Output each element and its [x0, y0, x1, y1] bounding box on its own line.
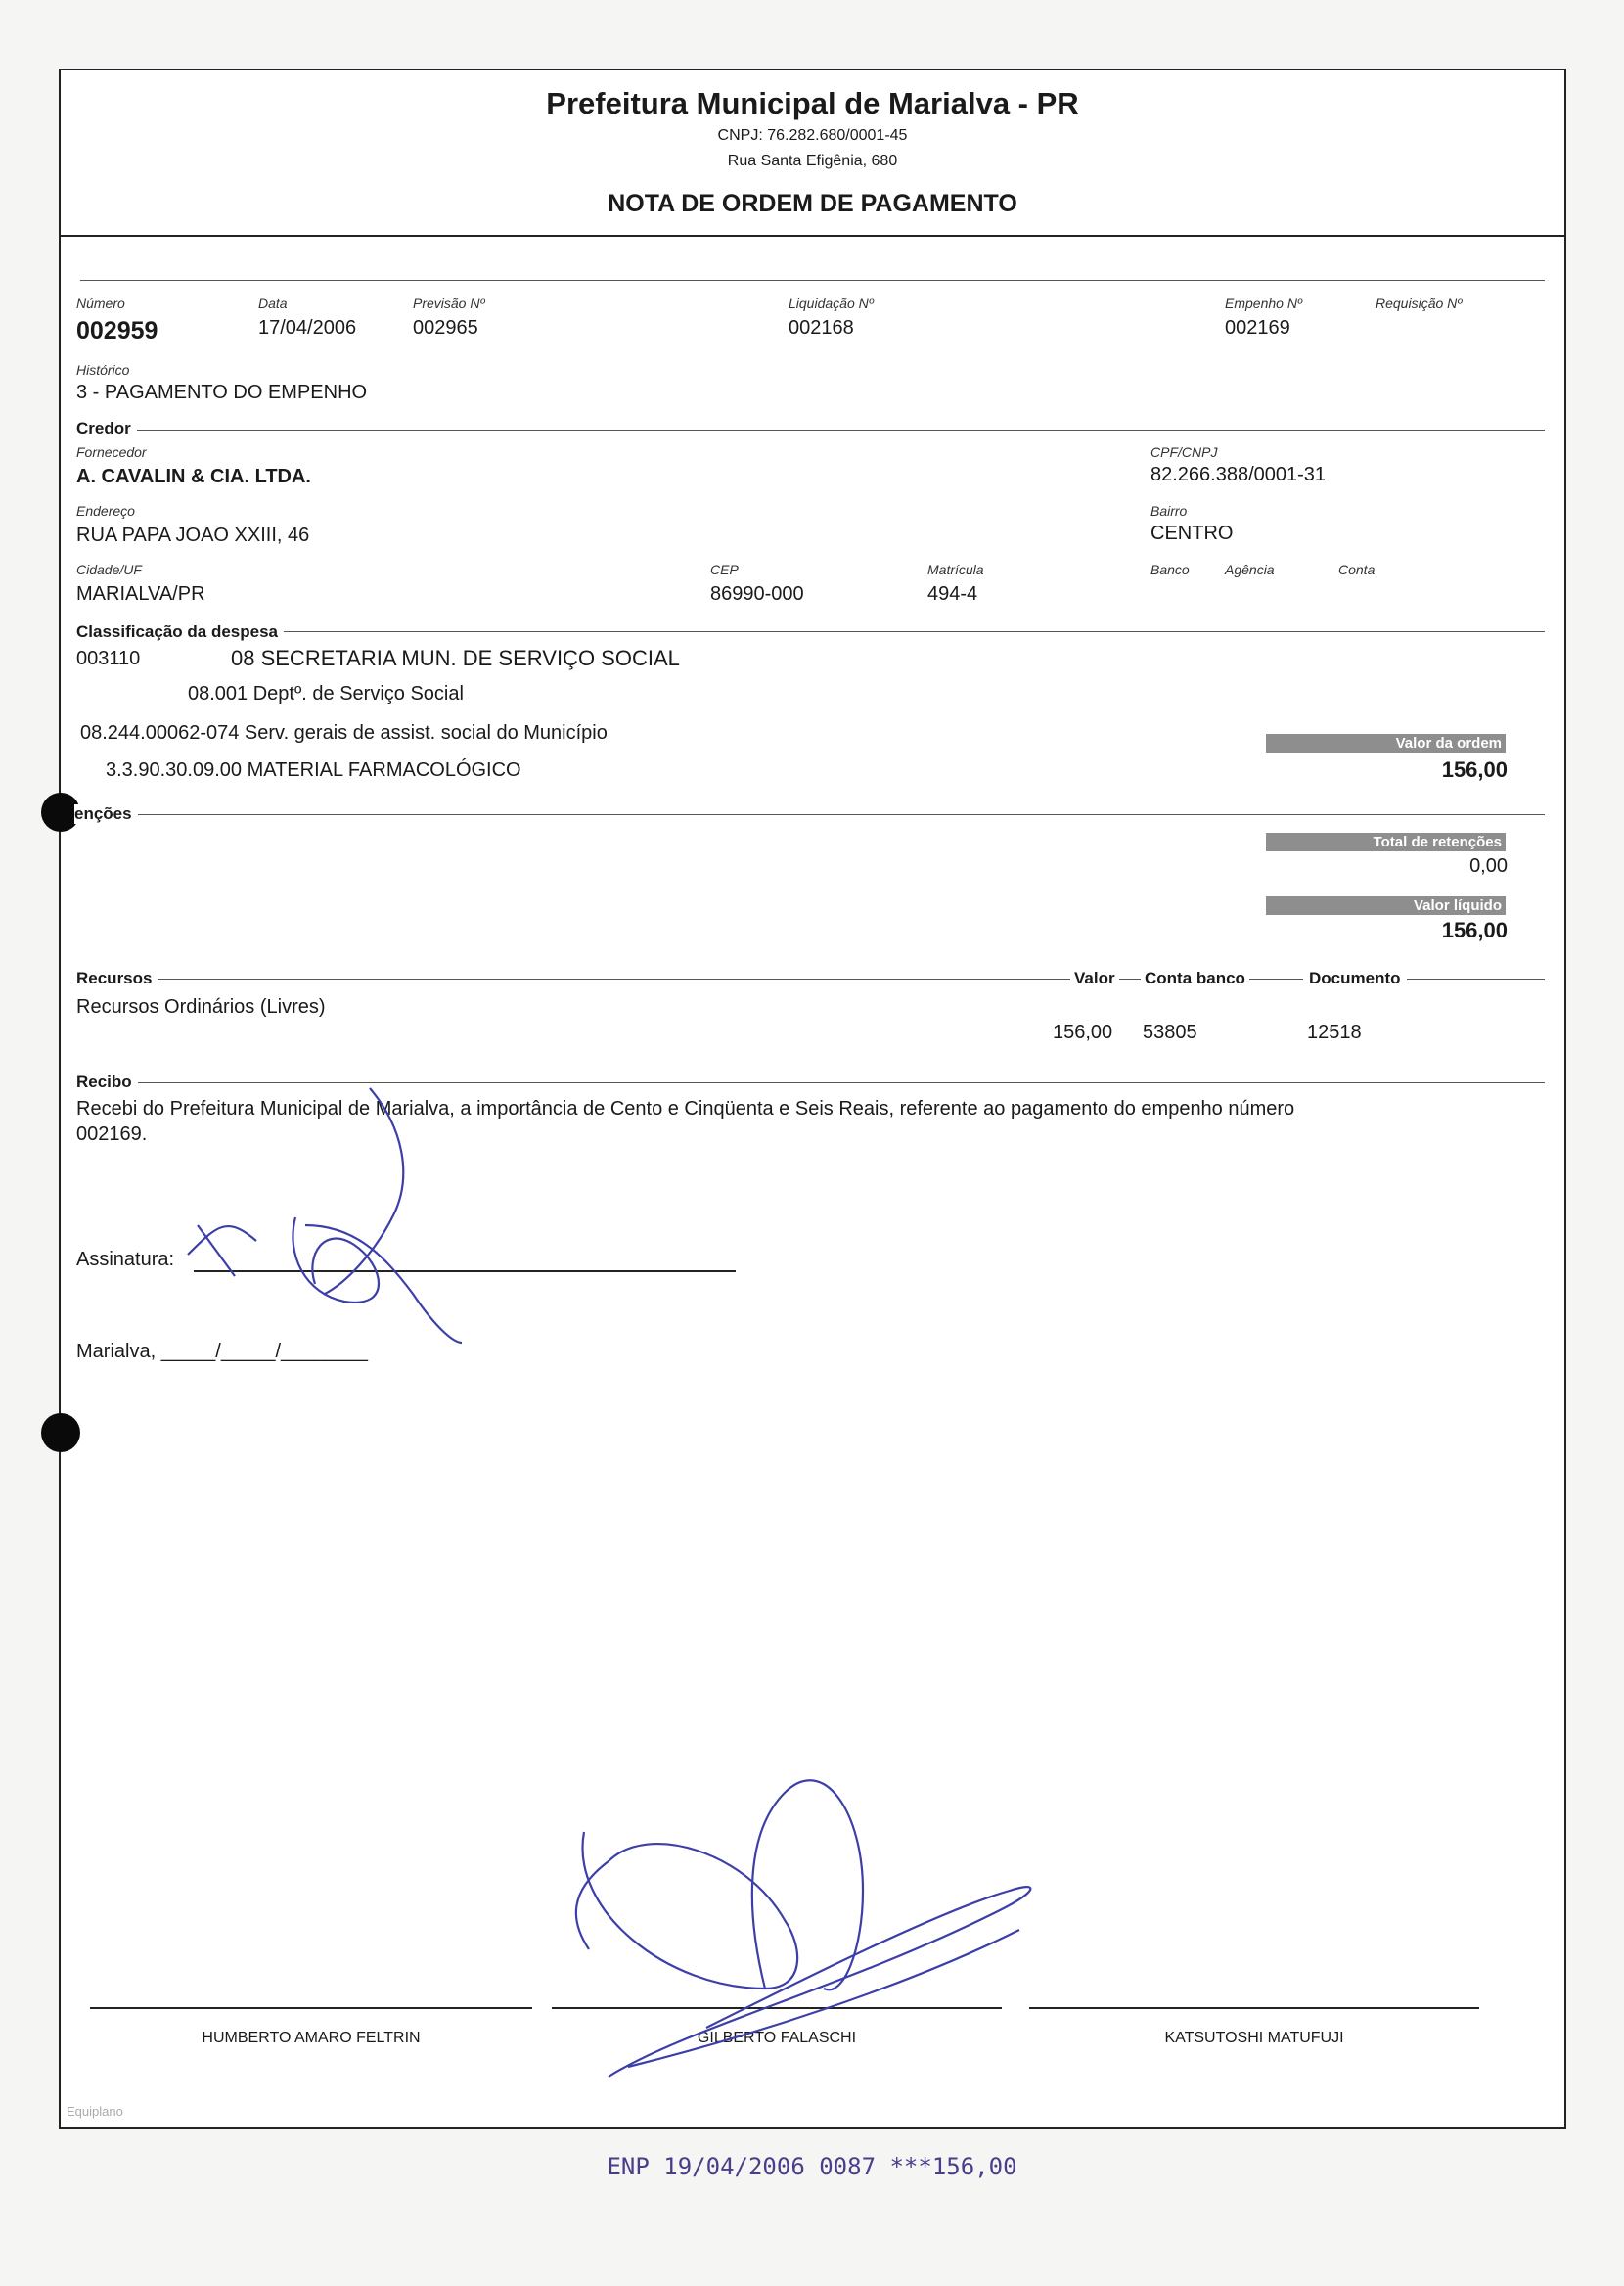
cpf-label: CPF/CNPJ: [1150, 444, 1218, 460]
recursos-section-title: Recursos: [76, 969, 158, 988]
data-label: Data: [258, 296, 288, 311]
recursos-conta: 53805: [1143, 1022, 1197, 1043]
signatory-3: KATSUTOSHI MATUFUJI: [1164, 2030, 1344, 2046]
cep-label: CEP: [710, 562, 739, 577]
agencia-label: Agência: [1225, 562, 1275, 577]
previsao-value: 002965: [413, 317, 478, 339]
document-title: NOTA DE ORDEM DE PAGAMENTO: [608, 190, 1017, 217]
programa-text: 08.244.00062-074 Serv. gerais de assist. social do Município: [80, 722, 608, 744]
endereco-value: RUA PAPA JOAO XXIII, 46: [76, 525, 310, 546]
cpf-value: 82.266.388/0001-31: [1150, 464, 1327, 485]
empenho-label: Empenho Nº: [1225, 296, 1303, 311]
endereco-label: Endereço: [76, 503, 135, 519]
fornecedor-label: Fornecedor: [76, 444, 147, 460]
recursos-descricao: Recursos Ordinários (Livres): [76, 996, 326, 1018]
bairro-label: Bairro: [1150, 503, 1188, 519]
classificacao-code: 003110: [76, 648, 141, 669]
data-value: 17/04/2006: [258, 317, 357, 339]
departamento-text: 08.001 Deptº. de Serviço Social: [188, 683, 464, 705]
bairro-value: CENTRO: [1150, 523, 1234, 544]
signatory-2: GILBERTO FALASCHI: [697, 2030, 857, 2046]
assinatura-label: Assinatura:: [76, 1249, 175, 1270]
historico-value: 3 - PAGAMENTO DO EMPENHO: [76, 382, 368, 403]
numero-value: 002959: [76, 317, 158, 344]
signatory-1: HUMBERTO AMARO FELTRIN: [202, 2030, 421, 2046]
recursos-conta-label: Conta banco: [1141, 969, 1249, 988]
historico-label: Histórico: [76, 362, 130, 378]
cidade-label: Cidade/UF: [76, 562, 142, 577]
liquidacao-value: 002168: [789, 317, 854, 339]
cnpj-text: CNPJ: 76.282.680/0001-45: [717, 127, 908, 144]
empenho-value: 002169: [1225, 317, 1290, 339]
conta-label: Conta: [1338, 562, 1376, 577]
total-retencoes-label: Total de retenções: [1373, 834, 1502, 850]
numero-label: Número: [76, 296, 125, 311]
previsao-label: Previsão Nº: [413, 296, 485, 311]
recibo-text-empenho: 002169.: [76, 1123, 148, 1145]
total-retencoes-value: 0,00: [1469, 855, 1508, 877]
recibo-text: Recebi do Prefeitura Municipal de Marialva, a importância de Cento e Cinqüenta e Seis Reais, referente ao pagamento do empenho número: [76, 1098, 1295, 1120]
software-label: Equiplano: [67, 2104, 123, 2119]
requisicao-label: Requisição Nº: [1376, 296, 1463, 311]
cidade-value: MARIALVA/PR: [76, 583, 205, 605]
valor-ordem-label: Valor da ordem: [1395, 735, 1502, 752]
matricula-label: Matrícula: [927, 562, 984, 577]
payment-order-document: [59, 69, 1566, 2129]
credor-section-title: Credor: [76, 419, 137, 438]
valor-liquido-value: 156,00: [1441, 918, 1508, 942]
recursos-documento-label: Documento: [1303, 969, 1407, 988]
banco-label: Banco: [1150, 562, 1190, 577]
recursos-valor: 156,00: [1053, 1022, 1113, 1043]
liquidacao-label: Liquidação Nº: [789, 296, 874, 311]
classificacao-section-title: Classificação da despesa: [76, 622, 284, 642]
cep-value: 86990-000: [710, 583, 804, 605]
fornecedor-value: A. CAVALIN & CIA. LTDA.: [76, 466, 311, 487]
secretaria-text: 08 SECRETARIA MUN. DE SERVIÇO SOCIAL: [231, 646, 680, 670]
recursos-valor-label: Valor: [1070, 969, 1119, 988]
elemento-text: 3.3.90.30.09.00 MATERIAL FARMACOLÓGICO: [106, 759, 521, 781]
valor-ordem-value: 156,00: [1441, 757, 1508, 782]
local-data-line: Marialva, _____/_____/________: [76, 1341, 369, 1362]
municipality-title: Prefeitura Municipal de Marialva - PR: [546, 86, 1079, 120]
handwritten-signatures: [61, 70, 1564, 2127]
retencoes-section-title: enções: [74, 804, 138, 824]
address-text: Rua Santa Efigênia, 680: [727, 153, 898, 169]
valor-liquido-label: Valor líquido: [1413, 897, 1502, 914]
recursos-documento: 12518: [1307, 1022, 1362, 1043]
bank-stamp: ENP 19/04/2006 0087 ***156,00: [607, 2153, 1017, 2180]
matricula-value: 494-4: [927, 583, 978, 605]
recibo-section-title: Recibo: [76, 1073, 138, 1092]
